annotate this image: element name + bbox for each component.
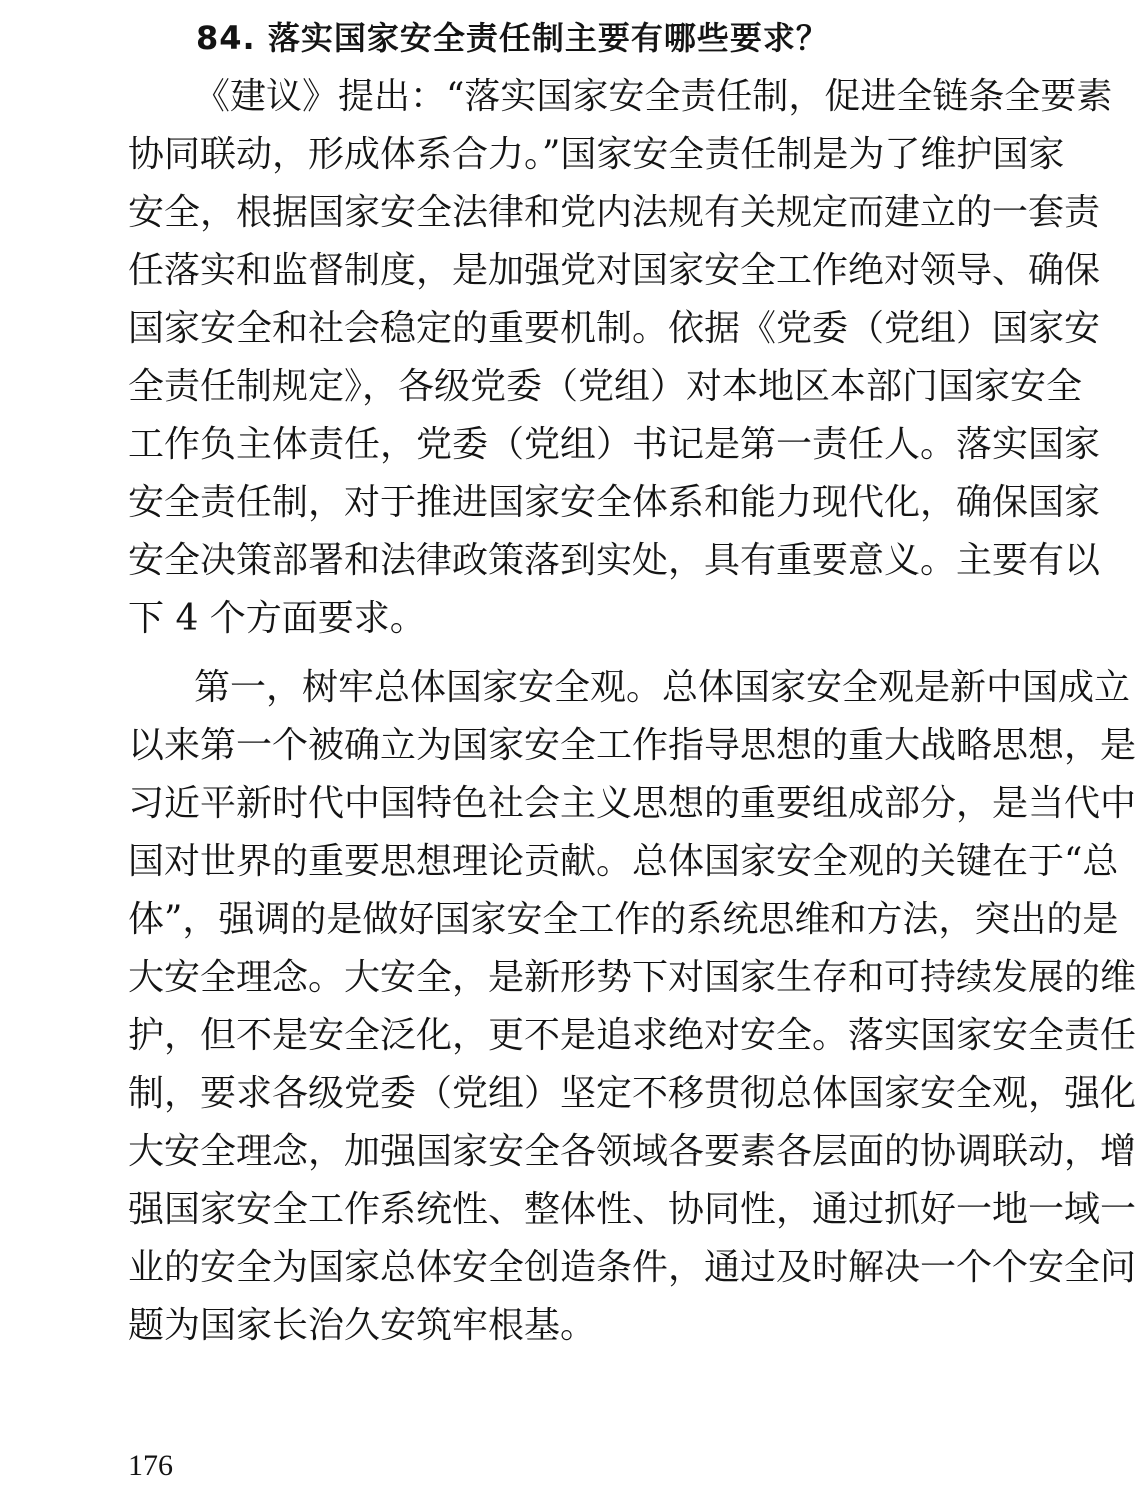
text-line: 安全，根据国家安全法律和党内法规有关规定而建立的一套责	[128, 192, 1101, 233]
text-line: 《建议》提出：“落实国家安全责任制，促进全链条全要素	[194, 76, 1113, 117]
text-line: 国对世界的重要思想理论贡献。总体国家安全观的关键在于“总	[128, 841, 1119, 882]
text-line: 安全责任制，对于推进国家安全体系和能力现代化，确保国家	[128, 482, 1101, 523]
text-line: 强国家安全工作系统性、整体性、协同性，通过抓好一地一域一	[128, 1189, 1136, 1230]
text-line: 制，要求各级党委（党组）坚定不移贯彻总体国家安全观，强化	[128, 1073, 1136, 1114]
text-line: 习近平新时代中国特色社会主义思想的重要组成部分，是当代中	[128, 783, 1136, 824]
page-number: 176	[128, 1449, 173, 1482]
text-line: 国家安全和社会稳定的重要机制。依据《党委（党组）国家安	[128, 308, 1101, 349]
text-line: 体”，强调的是做好国家安全工作的系统思维和方法，突出的是	[128, 899, 1119, 940]
question-heading: 84. 落实国家安全责任制主要有哪些要求？	[196, 19, 829, 57]
text-line: 全责任制规定》，各级党委（党组）对本地区本部门国家安全	[128, 366, 1083, 407]
text-line: 大安全理念。大安全，是新形势下对国家生存和可持续发展的维	[128, 957, 1136, 998]
text-line: 以来第一个被确立为国家安全工作指导思想的重大战略思想，是	[128, 725, 1136, 766]
text-line: 下 4 个方面要求。	[128, 598, 426, 639]
text-line: 协同联动，形成体系合力。”国家安全责任制是为了维护国家	[128, 134, 1065, 175]
text-line: 工作负主体责任，党委（党组）书记是第一责任人。落实国家	[128, 424, 1101, 465]
text-line: 题为国家长治久安筑牢根基。	[128, 1305, 597, 1346]
text-line: 大安全理念，加强国家安全各领域各要素各层面的协调联动，增	[128, 1131, 1136, 1172]
text-line: 安全决策部署和法律政策落到实处，具有重要意义。主要有以	[128, 540, 1101, 581]
text-line: 护，但不是安全泛化，更不是追求绝对安全。落实国家安全责任	[128, 1015, 1136, 1056]
text-line: 第一，树牢总体国家安全观。总体国家安全观是新中国成立	[194, 667, 1131, 708]
text-line: 任落实和监督制度，是加强党对国家安全工作绝对领导、确保	[128, 250, 1101, 291]
text-line: 业的安全为国家总体安全创造条件，通过及时解决一个个安全问	[128, 1247, 1136, 1288]
